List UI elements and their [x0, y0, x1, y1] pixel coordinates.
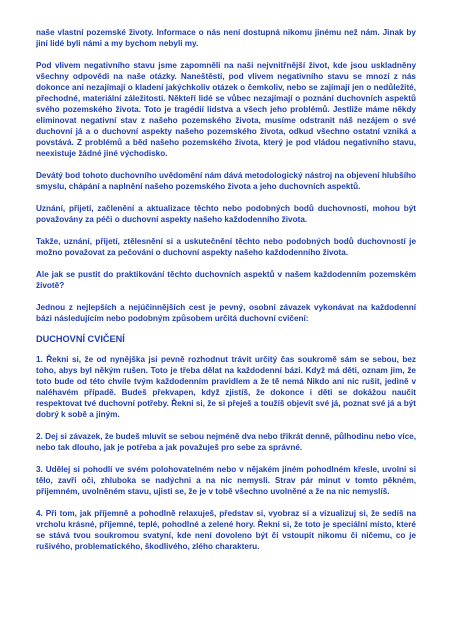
paragraph-question: Ale jak se pustit do praktikování těchto duchovních aspektů v našem každodenním pozemském životě? [36, 270, 416, 290]
exercise-item: 2. Dej si závazek, že budeš mluvit se sebou nejméně dva nebo třikrát denně, půlhodinu nebo více, nebo tak dlouho, jak je potřeba a jak považuješ pro sebe za správné. [36, 432, 416, 452]
paragraph-acceptance: Uznání, přijetí, začlenění a aktualizace těchto nebo podobných bodů duchovnosti, mohou být považovány za péči o duchovní aspekty našeho každodenního života. [36, 204, 416, 224]
paragraph-intro-end: naše vlastní pozemské životy. Informace o nás není dostupná nikomu jinému než nám. Jinak by jiní lidé byli námi a my bychom nebyli my. [36, 28, 416, 48]
paragraph-negative-state: Pod vlivem negativního stavu jsme zapomněli na naši nejvnitřnější život, kde jsou uskladněny všechny odpovědi na naše otázky. Naneštěstí, pod vlivem negativního stavu se mnozí z nás dokonce ani nezajímají o kladení jakýchkoliv otázek o čemkoliv, nebo se zajímají jen o nedůležité, přechodné, materiální záležitosti. Někteří lidé se vůbec nezajímají o poznání duchovních aspektů svého pozemského života. Toto je tragédií lidstva a všech jeho problémů. Jestliže máme někdy eliminovat negativní stav z našeho pozemského života, musíme odstranit náš nezájem o své duchovní já a o duchovní aspekty našeho pozemského života, odkud všechno ostatní vzniká a povstává. Z problémů a běd našeho pozemského života, který je pod vládou negativního stavu, neexistuje žádné jiné východisko. [36, 61, 416, 158]
paragraph-commitment: Jednou z nejlepších a nejúčinnějších cest je pevný, osobní závazek vykonávat na každodenní bázi následujícím nebo podobným způsobem určitá duchovní cvičení: [36, 303, 416, 323]
exercise-item: 3. Udělej si pohodlí ve svém polohovatelném nebo v nějakém jiném pohodlném křesle, uvolni si tělo, zavři oči, zhluboka se nadýchni a na nic nemysli. Strav pár minut v tomto pěkném, příjemném, uvolněném stavu, ujisti se, že je v tobě všechno uvolněné a že na nic nemyslíš. [36, 465, 416, 496]
paragraph-embodiment: Takže, uznání, přijetí, ztělesnění si a uskutečnění těchto nebo podobných bodů duchovností je možno považovat za pečování o duchovní aspekty našeho každodenního života. [36, 237, 416, 257]
exercise-item: 1. Řekni si, že od nynějška jsi pevně rozhodnut trávit určitý čas soukromě sám se sebou, bez toho, abys byl někým rušen. Toto je třeba dělat na každodenní bázi. Když má děti, oznam jim, že toto bude od této chvíle tvým každodenním pravidlem a že tě nemá Nikdo ani nic rušit, jedině v naléhavém případě. Budeš překvapen, když zjistíš, že dokonce i děti se dokážou naučit respektovat tvé duchovní potřeby. Řekni si, že si přeješ a toužíš objevit své já, poznat své já a být dobrý k sobě a jiným. [36, 355, 416, 419]
exercise-item: 4. Při tom, jak příjemně a pohodlně relaxuješ, představ si, vyobraz si a vizualizuj si, že sedíš na vrcholu krásné, příjemné, teplé, pohodlné a zelené hory. Řekni si, že toto je speciální místo, které se stává tvou soukromou svatyní, kde není dovoleno být či vstoupit nikomu či ničemu, co je rušivého, problematického, škodlivého, zlého charakteru. [36, 509, 416, 551]
paragraph-ninth-point: Devátý bod tohoto duchovního uvědomění nám dává metodologický nástroj na objevení hlubšího smyslu, chápání a naplnění našeho pozemského života a jeho duchovních aspektů. [36, 171, 416, 191]
section-heading: DUCHOVNÍ CVIČENÍ [36, 334, 125, 344]
